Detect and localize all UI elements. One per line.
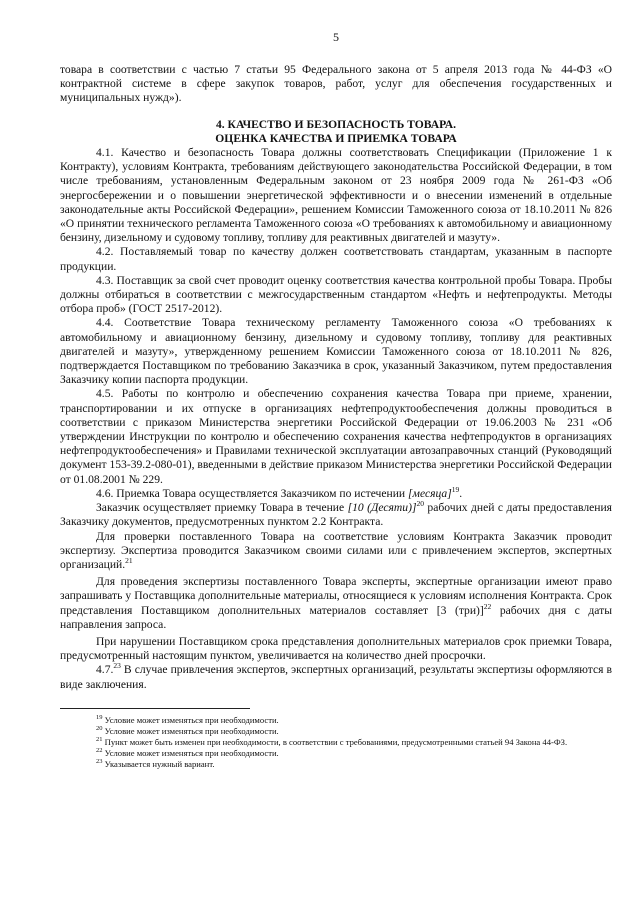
clause-4-3: 4.3. Поставщик за свой счет проводит оценку соответствия качества контрольной пробы Товара. Пробы должны отбираться в соответствии с межгосударственным стандартом «Нефть и нефтепродукты. Методы отбора проб» (ГОСТ 2517-2012). <box>60 273 612 316</box>
footnote <box>60 726 612 737</box>
materials-paragraph <box>60 575 612 632</box>
clause-4-2: 4.2. Поставляемый товар по качеству должен соответствовать стандартам, указанным в паспорте продукции. <box>60 245 612 273</box>
footnote-number: 22 <box>96 746 103 754</box>
footnote-ref-19[interactable]: 19 <box>451 485 460 495</box>
materials-end: рабочих дня с даты направления запроса. <box>60 603 612 631</box>
clause-4-6 <box>60 487 612 501</box>
footnote-number: 21 <box>96 735 103 743</box>
footnote-number: 23 <box>96 757 103 765</box>
footnote <box>60 748 612 759</box>
violation-paragraph: При нарушении Поставщиком срока представления дополнительных материалов срок приемки Товара, предусмотренный настоящим пунктом, увеличивается на количество дней просрочки. <box>60 634 612 663</box>
clause-4-6-text: 4.6. Приемка Товара осуществляется Заказчиком по истечении <box>96 486 409 500</box>
clause-4-7-text: В случае привлечения экспертов, экспертных организаций, результаты экспертизы оформляются в виде заключения. <box>60 663 612 691</box>
footnote-text: Указывается нужный вариант. <box>102 758 215 769</box>
footnote-ref-21[interactable]: 21 <box>125 556 133 566</box>
document-page <box>60 30 612 770</box>
intro-paragraph: товара в соответствии с частью 7 статьи 95 Федерального закона от 5 апреля 2013 года № 44-ФЗ «О контрактной системе в сфере закупок товаров, работ, услуг для обеспечения государственных и муниципальных нужд»). <box>60 63 612 105</box>
footnote <box>60 759 612 770</box>
footnote-text: Пункт может быть изменен при необходимости, в соответствии с требованиями, предусмотренными статьей 94 Закона 44-ФЗ. <box>102 736 568 747</box>
clause-4-1: 4.1. Качество и безопасность Товара должны соответствовать Спецификации (Приложение 1 к Контракту), условиям Контракта, требованиям действующего законодательства Российской Федерации, в том числе требованиям, установленным Федеральным законом от 23 ноября 2009 года № 261-ФЗ «Об энергосбережении и о повышении энергетической эффективности и о внесении изменений в отдельные законодательные акты Российской Федерации», решением Комиссии Таможенного союза от 18.10.2011 № 826 «О принятии технического регламента Таможенного союза «О требованиях к автомобильному и авиационному бензину, дизельному и судовому топливу, топливу для реактивных двигателей и мазуту». <box>60 146 612 245</box>
clause-4-6-term: [месяца] <box>408 486 452 500</box>
footnote-number: 20 <box>96 724 103 732</box>
expertise-text: Для проверки поставленного Товара на соответствие условиям Контракта Заказчик проводит экспертизу. Экспертиза проводится Заказчиком своими силами или с привлечением экспертов, экспертных организаций. <box>60 529 612 571</box>
footnote-divider <box>60 708 250 709</box>
section-title <box>60 118 612 146</box>
footnote-text: Условие может изменяться при необходимости. <box>102 747 279 758</box>
footnote-ref-20[interactable]: 20 <box>416 499 424 509</box>
clause-4-6-end: . <box>459 486 463 500</box>
footnote <box>60 737 612 748</box>
footnote-ref-23[interactable]: 23 <box>113 661 121 671</box>
clause-4-7 <box>60 663 612 691</box>
section-title-line-1: 4. КАЧЕСТВО И БЕЗОПАСНОСТЬ ТОВАРА. <box>215 117 457 131</box>
acceptance-text-a: Заказчик осуществляет приемку Товара в течение <box>96 501 348 515</box>
materials-text: Для проведения экспертизы поставленного Товара эксперты, экспертные организации имеют право запрашивать у Поставщика дополнительные материалы, относящиеся к условиям исполнения Контракта. Срок представления Поставщиком дополнительных материалов составляет [3 (три)] <box>60 575 612 617</box>
footnote <box>60 715 612 726</box>
acceptance-term: [10 (Десяти)] <box>347 501 417 515</box>
clause-4-4: 4.4. Соответствие Товара техническому регламенту Таможенного союза «О требованиях к автомобильному и авиационному бензину, дизельному и судовому топливу, топливу для реактивных двигателей и мазуту», утвержденному решением Комиссии Таможенного союза от 18.10.2011 № 826, подтверждается Поставщиком по требованию Заказчика в срок, указанный Заказчиком, путем предоставления Заказчику копии паспорта продукции. <box>60 316 612 387</box>
acceptance-paragraph <box>60 501 612 529</box>
clause-4-7-number: 4.7. <box>96 663 114 677</box>
acceptance-text-b: рабочих дней с даты предоставления Заказчику документов, предусмотренных пунктом 2.2 Контракта. <box>60 501 612 529</box>
expertise-paragraph <box>60 530 612 573</box>
footnote-number: 19 <box>96 713 103 721</box>
footnote-ref-22[interactable]: 22 <box>483 601 492 611</box>
section-title-line-2: ОЦЕНКА КАЧЕСТВА И ПРИЕМКА ТОВАРА <box>215 131 457 145</box>
footnote-text: Условие может изменяться при необходимости. <box>102 725 279 736</box>
clause-4-5: 4.5. Работы по контролю и обеспечению сохранения качества Товара при приеме, хранении, транспортировании и их отпуске в организациях нефтепродуктообеспечения должны проводиться в соответствии с приказом Министерства энергетики Российской Федерации от 19.06.2003 № 231 «Об утверждении Инструкции по контролю и обеспечению сохранения качества нефтепродуктов в организациях нефтепродуктообеспечения» и Правилами технической эксплуатации автозаправочных станций (Руководящий документ 153-39.2-080-01), введенными в действие приказом Министерства энергетики Российской Федерации от 01.08.2001 № 229. <box>60 387 612 486</box>
footnote-text: Условие может изменяться при необходимости. <box>102 714 279 725</box>
page-number: 5 <box>333 30 339 44</box>
